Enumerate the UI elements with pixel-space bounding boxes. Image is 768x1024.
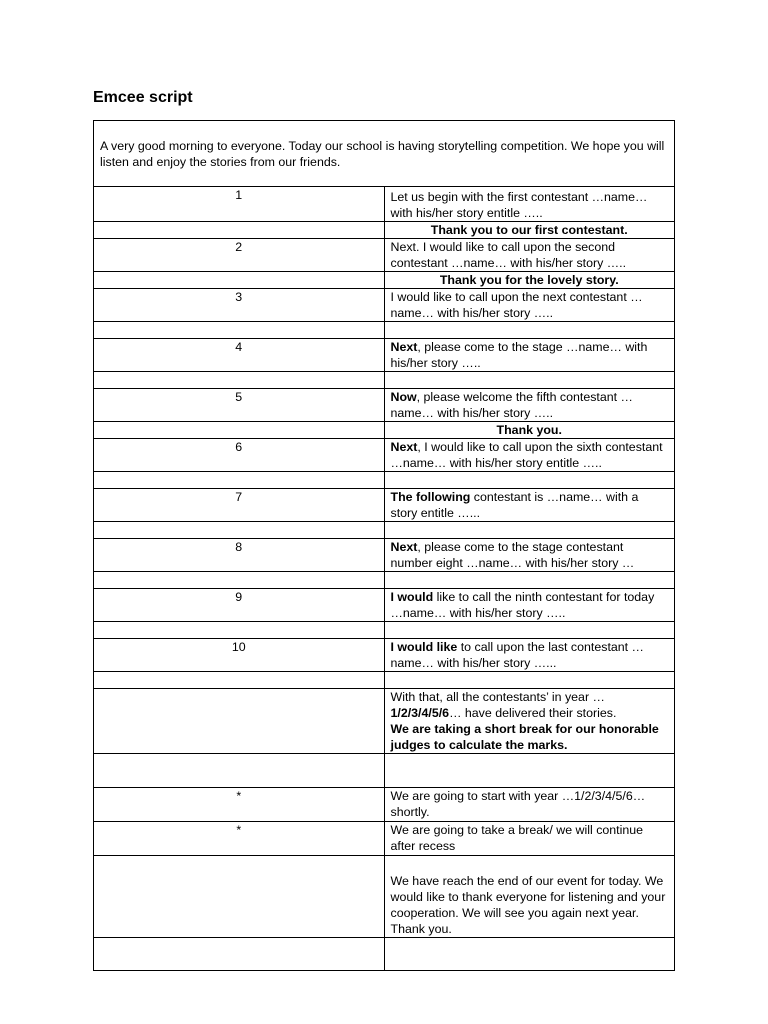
row-body: I would like to call upon the next contestant …name… with his/her story ….. xyxy=(390,290,643,320)
empty-cell xyxy=(384,372,675,389)
table-row xyxy=(94,754,675,788)
table-row xyxy=(94,572,675,589)
table-row xyxy=(94,322,675,339)
thank-you-text: Thank you for the lovely story. xyxy=(384,272,675,289)
note-mark: * xyxy=(94,788,385,822)
row-body: Let us begin with the first contestant …name… with his/her story entitle ….. xyxy=(390,190,648,220)
closing-years: 1/2/3/4/5/6 xyxy=(390,706,450,720)
row-number: 3 xyxy=(94,289,385,322)
row-number: 4 xyxy=(94,339,385,372)
table-row xyxy=(94,489,675,522)
empty-cell xyxy=(384,522,675,539)
row-text xyxy=(384,639,675,672)
note-text: We are going to start with year …1/2/3/4/5/6… shortly. xyxy=(384,788,675,822)
empty-cell xyxy=(94,472,385,489)
row-body: , please come to the stage contestant number eight …name… with his/her story … xyxy=(390,540,635,570)
table-row xyxy=(94,339,675,372)
table-row xyxy=(94,187,675,222)
closing-row xyxy=(94,689,675,754)
empty-cell xyxy=(384,322,675,339)
table-row xyxy=(94,672,675,689)
row-number: 10 xyxy=(94,639,385,672)
empty-cell xyxy=(94,222,385,239)
row-number: 2 xyxy=(94,239,385,272)
row-body: contestant is …name… with a story entitle …... xyxy=(390,490,639,520)
table-row xyxy=(94,422,675,439)
table-row xyxy=(94,272,675,289)
closing-pre: With that, all the contestants’ in year … xyxy=(390,690,605,704)
note-text: We are going to take a break/ we will continue after recess xyxy=(384,822,675,856)
row-lead: Now xyxy=(390,390,417,404)
script-table xyxy=(93,120,675,971)
empty-cell xyxy=(384,622,675,639)
table-row xyxy=(94,289,675,322)
empty-cell xyxy=(94,572,385,589)
page-title: Emcee script xyxy=(93,89,193,106)
row-text xyxy=(384,239,675,272)
table-row xyxy=(94,639,675,672)
empty-cell xyxy=(94,622,385,639)
empty-cell xyxy=(94,272,385,289)
intro-row xyxy=(94,121,675,187)
thank-you-text: Thank you to our first contestant. xyxy=(384,222,675,239)
row-text xyxy=(384,187,675,222)
row-lead: Next xyxy=(390,440,418,454)
row-body: like to call the ninth contestant for today …name… with his/her story ….. xyxy=(390,590,655,620)
empty-cell xyxy=(384,938,675,971)
table-row xyxy=(94,389,675,422)
table-row xyxy=(94,239,675,272)
row-number: 5 xyxy=(94,389,385,422)
thank-you-text: Thank you. xyxy=(384,422,675,439)
empty-cell xyxy=(384,754,675,788)
empty-cell xyxy=(94,372,385,389)
row-number: 7 xyxy=(94,489,385,522)
table-row xyxy=(94,589,675,622)
row-body: to call upon the last contestant …name… with his/her story …... xyxy=(390,640,644,670)
empty-cell xyxy=(94,522,385,539)
row-lead: Next xyxy=(390,540,418,554)
empty-cell xyxy=(384,672,675,689)
row-text xyxy=(384,589,675,622)
empty-cell xyxy=(94,672,385,689)
intro-text: A very good morning to everyone. Today our school is having storytelling competition. We hope you will listen and enjoy the stories from our friends. xyxy=(94,121,675,187)
row-text xyxy=(384,439,675,472)
table-row xyxy=(94,539,675,572)
row-lead: The following xyxy=(390,490,471,504)
ending-row xyxy=(94,856,675,938)
ending-text: We have reach the end of our event for today. We would like to thank everyone for listening and your cooperation. We will see you again next year. Thank you. xyxy=(384,856,675,938)
closing-post: … have delivered their stories. xyxy=(449,706,617,720)
row-number: 6 xyxy=(94,439,385,472)
table-row xyxy=(94,622,675,639)
table-row xyxy=(94,472,675,489)
empty-cell xyxy=(94,856,385,938)
row-body: , please come to the stage …name… with his/her story ….. xyxy=(390,340,648,370)
empty-cell xyxy=(384,472,675,489)
empty-cell xyxy=(94,689,385,754)
note-row xyxy=(94,822,675,856)
row-text xyxy=(384,339,675,372)
empty-cell xyxy=(94,754,385,788)
table-row xyxy=(94,222,675,239)
row-lead: I would xyxy=(390,590,434,604)
closing-text xyxy=(384,689,675,754)
note-mark: * xyxy=(94,822,385,856)
row-text xyxy=(384,489,675,522)
row-number: 8 xyxy=(94,539,385,572)
empty-cell xyxy=(384,572,675,589)
empty-cell xyxy=(94,322,385,339)
row-text xyxy=(384,539,675,572)
empty-cell xyxy=(94,938,385,971)
row-body: Next. I would like to call upon the second contestant …name… with his/her story ….. xyxy=(390,240,627,270)
row-text xyxy=(384,289,675,322)
row-number: 1 xyxy=(94,187,385,222)
table-row xyxy=(94,439,675,472)
table-row xyxy=(94,522,675,539)
row-body: , I would like to call upon the sixth contestant …name… with his/her story entitle ….. xyxy=(390,440,663,470)
row-lead: I would like xyxy=(390,640,458,654)
row-lead: Next xyxy=(390,340,418,354)
table-row xyxy=(94,372,675,389)
row-number: 9 xyxy=(94,589,385,622)
empty-cell xyxy=(94,422,385,439)
note-row xyxy=(94,788,675,822)
closing-bold-line: We are taking a short break for our honorable judges to calculate the marks. xyxy=(390,722,659,752)
table-row xyxy=(94,938,675,971)
row-text xyxy=(384,389,675,422)
row-body: , please welcome the fifth contestant …name… with his/her story ….. xyxy=(390,390,633,420)
closing-line xyxy=(391,689,669,721)
